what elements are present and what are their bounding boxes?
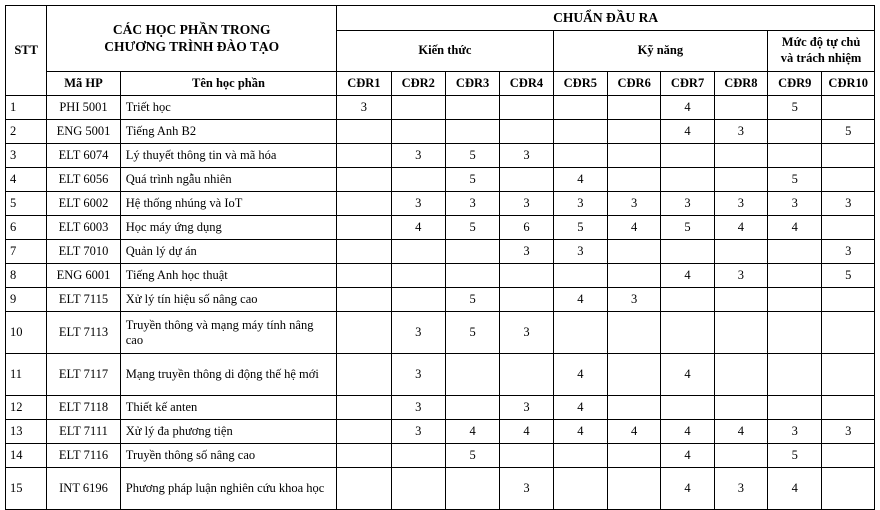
- table-row: [6, 288, 875, 312]
- course-code: ELT 6074: [47, 144, 120, 168]
- cdr-header-9: CĐR9: [768, 72, 822, 96]
- cdr-header-8: CĐR8: [714, 72, 767, 96]
- cdr5-value: 4: [553, 396, 607, 420]
- cdr8-value: 4: [714, 216, 767, 240]
- cdr9-value: [768, 264, 822, 288]
- cdr1-value: [337, 144, 391, 168]
- row-stt: 9: [6, 288, 47, 312]
- cdr8-value: 3: [714, 264, 767, 288]
- cdr6-value: 3: [608, 288, 661, 312]
- cdr7-value: 5: [661, 216, 714, 240]
- cdr6-value: [608, 144, 661, 168]
- cdr2-value: [391, 240, 445, 264]
- cdr7-value: 4: [661, 96, 714, 120]
- cdr3-value: 5: [445, 144, 499, 168]
- cdr5-value: [553, 312, 607, 354]
- cdr10-value: [822, 216, 875, 240]
- cdr2-value: 3: [391, 354, 445, 396]
- table-row: [6, 444, 875, 468]
- cdr2-value: 3: [391, 312, 445, 354]
- row-stt: 10: [6, 312, 47, 354]
- table-row: [6, 264, 875, 288]
- autonomy-line2: và trách nhiệm: [780, 51, 862, 65]
- cdr2-value: [391, 168, 445, 192]
- cdr3-value: 5: [445, 288, 499, 312]
- learning-outcomes-header: CHUẨN ĐẦU RA: [337, 6, 875, 31]
- cdr7-value: [661, 144, 714, 168]
- row-stt: 12: [6, 396, 47, 420]
- cdr10-value: 5: [822, 264, 875, 288]
- cdr4-value: 3: [500, 144, 553, 168]
- cdr4-value: 4: [500, 420, 553, 444]
- cdr8-value: [714, 168, 767, 192]
- cdr8-value: [714, 444, 767, 468]
- cdr3-value: [445, 120, 499, 144]
- course-code: ELT 7111: [47, 420, 120, 444]
- row-stt: 7: [6, 240, 47, 264]
- cdr2-value: [391, 96, 445, 120]
- cdr4-value: [500, 168, 553, 192]
- cdr10-value: 3: [822, 192, 875, 216]
- cdr6-value: [608, 444, 661, 468]
- cdr4-value: [500, 444, 553, 468]
- cdr3-value: 4: [445, 420, 499, 444]
- cdr6-value: [608, 354, 661, 396]
- course-name: Truyền thông và mạng máy tính nâng cao: [120, 312, 336, 354]
- course-name: Mạng truyền thông di động thế hệ mới: [120, 354, 336, 396]
- cdr4-value: 3: [500, 396, 553, 420]
- cdr6-value: [608, 312, 661, 354]
- cdr1-value: [337, 288, 391, 312]
- stt-header: STT: [6, 6, 47, 96]
- cdr4-value: [500, 120, 553, 144]
- table-row: [6, 120, 875, 144]
- cdr10-value: [822, 444, 875, 468]
- cdr4-value: 6: [500, 216, 553, 240]
- table-row: [6, 144, 875, 168]
- table-body: [6, 96, 875, 510]
- cdr3-value: 5: [445, 312, 499, 354]
- cdr2-value: 3: [391, 192, 445, 216]
- skills-group-header: Kỹ năng: [553, 31, 767, 72]
- row-stt: 1: [6, 96, 47, 120]
- cdr5-value: 4: [553, 420, 607, 444]
- cdr3-value: [445, 240, 499, 264]
- cdr8-value: [714, 96, 767, 120]
- cdr-header-4: CĐR4: [500, 72, 553, 96]
- cdr-header-1: CĐR1: [337, 72, 391, 96]
- cdr1-value: [337, 468, 391, 510]
- cdr5-value: [553, 96, 607, 120]
- course-code: ELT 7115: [47, 288, 120, 312]
- cdr-header-7: CĐR7: [661, 72, 714, 96]
- cdr9-value: [768, 144, 822, 168]
- row-stt: 11: [6, 354, 47, 396]
- cdr5-value: [553, 120, 607, 144]
- program-courses-header: [47, 6, 337, 72]
- cdr9-value: 3: [768, 420, 822, 444]
- cdr1-value: [337, 354, 391, 396]
- cdr1-value: [337, 168, 391, 192]
- cdr3-value: [445, 468, 499, 510]
- cdr7-value: [661, 168, 714, 192]
- cdr4-value: [500, 96, 553, 120]
- program-title-line1: CÁC HỌC PHẦN TRONG: [112, 21, 271, 37]
- course-code: ELT 7118: [47, 396, 120, 420]
- cdr6-value: [608, 264, 661, 288]
- row-stt: 13: [6, 420, 47, 444]
- cdr1-value: 3: [337, 96, 391, 120]
- cdr2-value: [391, 264, 445, 288]
- cdr2-value: [391, 468, 445, 510]
- cdr1-value: [337, 192, 391, 216]
- cdr4-value: 3: [500, 312, 553, 354]
- course-code-header: Mã HP: [47, 72, 120, 96]
- cdr7-value: [661, 312, 714, 354]
- cdr2-value: [391, 120, 445, 144]
- table-row: [6, 396, 875, 420]
- cdr3-value: 5: [445, 444, 499, 468]
- cdr7-value: 4: [661, 420, 714, 444]
- course-code: PHI 5001: [47, 96, 120, 120]
- cdr7-value: 4: [661, 468, 714, 510]
- cdr1-value: [337, 312, 391, 354]
- cdr1-value: [337, 420, 391, 444]
- cdr9-value: [768, 120, 822, 144]
- course-name: Quá trình ngẫu nhiên: [120, 168, 336, 192]
- cdr8-value: 3: [714, 192, 767, 216]
- cdr9-value: 3: [768, 192, 822, 216]
- cdr9-value: 5: [768, 96, 822, 120]
- cdr2-value: 4: [391, 216, 445, 240]
- row-stt: 14: [6, 444, 47, 468]
- cdr3-value: 3: [445, 192, 499, 216]
- cdr6-value: [608, 120, 661, 144]
- cdr4-value: 3: [500, 192, 553, 216]
- cdr8-value: 3: [714, 468, 767, 510]
- cdr9-value: 5: [768, 444, 822, 468]
- cdr4-value: 3: [500, 240, 553, 264]
- cdr8-value: [714, 396, 767, 420]
- course-code: ELT 6002: [47, 192, 120, 216]
- cdr6-value: [608, 468, 661, 510]
- course-code: ELT 7113: [47, 312, 120, 354]
- cdr1-value: [337, 216, 391, 240]
- cdr3-value: [445, 396, 499, 420]
- cdr9-value: 4: [768, 468, 822, 510]
- row-stt: 4: [6, 168, 47, 192]
- cdr6-value: [608, 168, 661, 192]
- course-code: ENG 5001: [47, 120, 120, 144]
- cdr-header-6: CĐR6: [608, 72, 661, 96]
- cdr2-value: [391, 288, 445, 312]
- course-name: Xử lý tín hiệu số nâng cao: [120, 288, 336, 312]
- cdr8-value: 4: [714, 420, 767, 444]
- course-code: ELT 7010: [47, 240, 120, 264]
- cdr5-value: 4: [553, 168, 607, 192]
- cdr10-value: [822, 168, 875, 192]
- course-name: Quản lý dự án: [120, 240, 336, 264]
- cdr9-value: 4: [768, 216, 822, 240]
- cdr6-value: [608, 240, 661, 264]
- cdr10-value: 5: [822, 120, 875, 144]
- cdr8-value: [714, 240, 767, 264]
- cdr2-value: 3: [391, 144, 445, 168]
- cdr8-value: 3: [714, 120, 767, 144]
- cdr9-value: 5: [768, 168, 822, 192]
- row-stt: 3: [6, 144, 47, 168]
- cdr10-value: [822, 288, 875, 312]
- table-row: [6, 192, 875, 216]
- cdr9-value: [768, 396, 822, 420]
- course-name: Triết học: [120, 96, 336, 120]
- row-stt: 2: [6, 120, 47, 144]
- autonomy-group-header: [768, 31, 875, 72]
- cdr9-value: [768, 312, 822, 354]
- autonomy-line1: Mức độ tự chủ: [781, 35, 861, 50]
- cdr3-value: [445, 264, 499, 288]
- table-row: [6, 420, 875, 444]
- cdr8-value: [714, 144, 767, 168]
- course-name: Truyền thông số nâng cao: [120, 444, 336, 468]
- course-code: ELT 7116: [47, 444, 120, 468]
- cdr4-value: [500, 354, 553, 396]
- row-stt: 5: [6, 192, 47, 216]
- course-code: INT 6196: [47, 468, 120, 510]
- cdr5-value: 3: [553, 240, 607, 264]
- cdr7-value: [661, 288, 714, 312]
- cdr1-value: [337, 120, 391, 144]
- course-name: Tiếng Anh học thuật: [120, 264, 336, 288]
- cdr10-value: [822, 96, 875, 120]
- cdr7-value: 4: [661, 354, 714, 396]
- cdr3-value: [445, 96, 499, 120]
- cdr1-value: [337, 396, 391, 420]
- outcomes-matrix-table: [5, 5, 875, 510]
- course-name: Xử lý đa phương tiện: [120, 420, 336, 444]
- cdr4-value: 3: [500, 468, 553, 510]
- cdr3-value: 5: [445, 216, 499, 240]
- cdr6-value: 4: [608, 216, 661, 240]
- cdr6-value: [608, 396, 661, 420]
- course-name: Phương pháp luận nghiên cứu khoa học: [120, 468, 336, 510]
- course-name-header: Tên học phần: [120, 72, 336, 96]
- cdr4-value: [500, 264, 553, 288]
- cdr1-value: [337, 264, 391, 288]
- course-code: ELT 7117: [47, 354, 120, 396]
- cdr5-value: 4: [553, 354, 607, 396]
- cdr10-value: 3: [822, 420, 875, 444]
- cdr5-value: [553, 264, 607, 288]
- cdr10-value: [822, 468, 875, 510]
- cdr5-value: 5: [553, 216, 607, 240]
- row-stt: 6: [6, 216, 47, 240]
- cdr10-value: 3: [822, 240, 875, 264]
- cdr7-value: 4: [661, 444, 714, 468]
- cdr-header-5: CĐR5: [553, 72, 607, 96]
- cdr5-value: [553, 468, 607, 510]
- cdr5-value: [553, 444, 607, 468]
- cdr7-value: [661, 396, 714, 420]
- cdr-header-3: CĐR3: [445, 72, 499, 96]
- cdr7-value: 4: [661, 264, 714, 288]
- table-row: [6, 468, 875, 510]
- cdr10-value: [822, 312, 875, 354]
- course-name: Học máy ứng dụng: [120, 216, 336, 240]
- table-row: [6, 240, 875, 264]
- cdr3-value: 5: [445, 168, 499, 192]
- course-name: Lý thuyết thông tin và mã hóa: [120, 144, 336, 168]
- cdr9-value: [768, 288, 822, 312]
- cdr3-value: [445, 354, 499, 396]
- cdr7-value: 3: [661, 192, 714, 216]
- cdr1-value: [337, 240, 391, 264]
- cdr7-value: [661, 240, 714, 264]
- cdr5-value: 3: [553, 192, 607, 216]
- cdr8-value: [714, 354, 767, 396]
- cdr4-value: [500, 288, 553, 312]
- knowledge-group-header: Kiến thức: [337, 31, 553, 72]
- course-name: Hệ thống nhúng và IoT: [120, 192, 336, 216]
- row-stt: 8: [6, 264, 47, 288]
- cdr2-value: 3: [391, 420, 445, 444]
- cdr-header-10: CĐR10: [822, 72, 875, 96]
- cdr5-value: 4: [553, 288, 607, 312]
- table-row: [6, 168, 875, 192]
- cdr8-value: [714, 288, 767, 312]
- cdr7-value: 4: [661, 120, 714, 144]
- cdr1-value: [337, 444, 391, 468]
- table-row: [6, 354, 875, 396]
- course-code: ELT 6056: [47, 168, 120, 192]
- program-title-line2: CHƯƠNG TRÌNH ĐÀO TẠO: [104, 38, 280, 54]
- cdr5-value: [553, 144, 607, 168]
- cdr-header-2: CĐR2: [391, 72, 445, 96]
- cdr10-value: [822, 354, 875, 396]
- table-row: [6, 216, 875, 240]
- cdr10-value: [822, 396, 875, 420]
- cdr10-value: [822, 144, 875, 168]
- course-code: ENG 6001: [47, 264, 120, 288]
- cdr9-value: [768, 240, 822, 264]
- cdr6-value: [608, 96, 661, 120]
- row-stt: 15: [6, 468, 47, 510]
- course-name: Thiết kế anten: [120, 396, 336, 420]
- cdr8-value: [714, 312, 767, 354]
- cdr6-value: 4: [608, 420, 661, 444]
- cdr2-value: [391, 444, 445, 468]
- table-row: [6, 312, 875, 354]
- course-code: ELT 6003: [47, 216, 120, 240]
- cdr6-value: 3: [608, 192, 661, 216]
- course-name: Tiếng Anh B2: [120, 120, 336, 144]
- table-row: [6, 96, 875, 120]
- cdr9-value: [768, 354, 822, 396]
- cdr2-value: 3: [391, 396, 445, 420]
